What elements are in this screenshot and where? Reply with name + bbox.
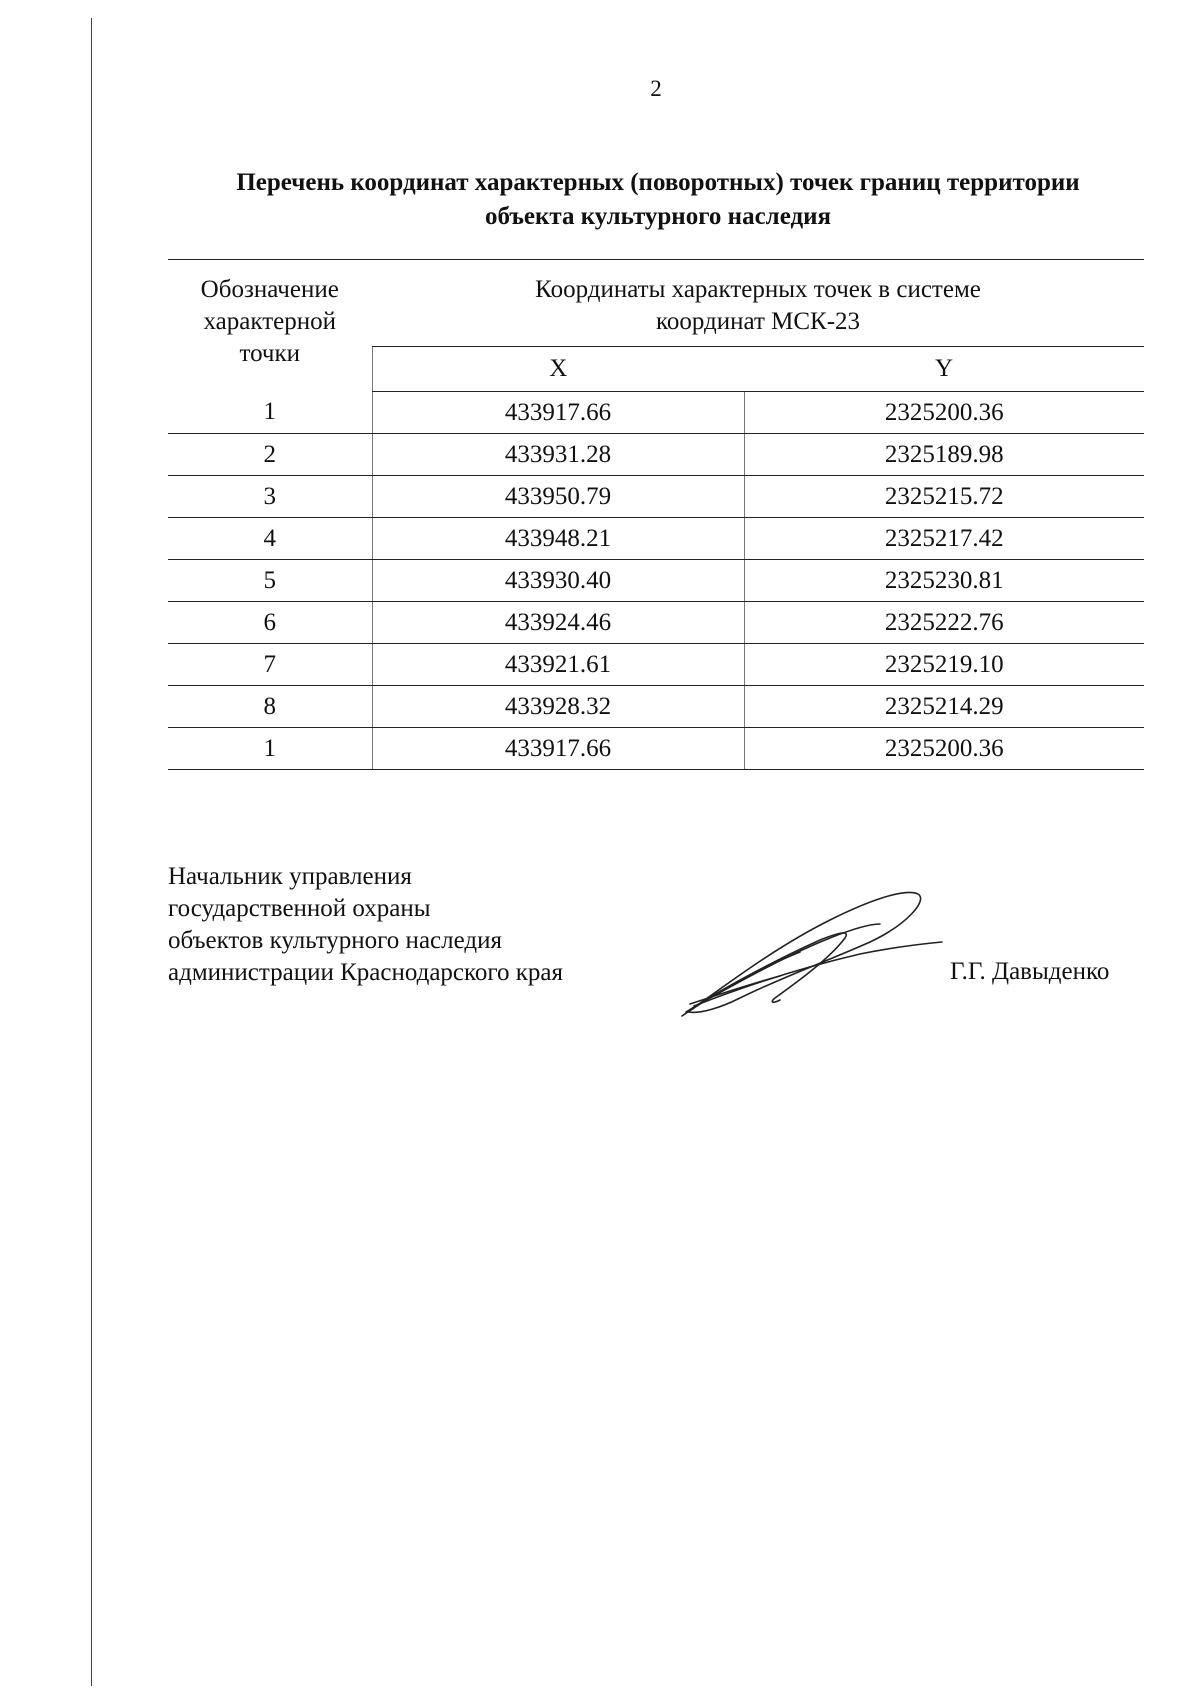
- y-coordinate-cell: 2325189.98: [744, 434, 1144, 476]
- point-cell: 1: [168, 728, 372, 770]
- point-cell: 5: [168, 560, 372, 602]
- position-line-1: Начальник управления: [168, 863, 412, 890]
- point-cell: 3: [168, 476, 372, 518]
- x-coordinate-cell: 433930.40: [372, 560, 744, 602]
- x-coordinate-cell: 433931.28: [372, 434, 744, 476]
- y-coordinate-cell: 2325200.36: [744, 728, 1144, 770]
- table-row: [168, 728, 1144, 770]
- table-row: [168, 644, 1144, 686]
- position-line-3: объектов культурного наследия: [168, 927, 502, 954]
- title-line-1: Перечень координат характерных (поворотных) точек границ территории: [236, 169, 1080, 196]
- point-header-line-2: характерной: [203, 308, 336, 335]
- position-line-2: государственной охраны: [168, 895, 431, 922]
- coordinates-table: [168, 259, 1144, 770]
- signatory-position: [168, 861, 563, 989]
- x-coordinate-cell: 433921.61: [372, 644, 744, 686]
- table-row: [168, 560, 1144, 602]
- x-coordinate-cell: 433928.32: [372, 686, 744, 728]
- y-coordinate-cell: 2325214.29: [744, 686, 1144, 728]
- point-cell: 8: [168, 686, 372, 728]
- point-cell: 6: [168, 602, 372, 644]
- x-coordinate-cell: 433950.79: [372, 476, 744, 518]
- table-body: [168, 392, 1144, 770]
- table-row: [168, 518, 1144, 560]
- table-row: [168, 476, 1144, 518]
- position-line-4: администрации Краснодарского края: [168, 959, 564, 986]
- y-coordinate-cell: 2325230.81: [744, 560, 1144, 602]
- y-column-header: Y: [744, 347, 1144, 392]
- y-coordinate-cell: 2325222.76: [744, 602, 1144, 644]
- y-coordinate-cell: 2325219.10: [744, 644, 1144, 686]
- y-coordinate-cell: 2325217.42: [744, 518, 1144, 560]
- x-coordinate-cell: 433924.46: [372, 602, 744, 644]
- y-coordinate-cell: 2325200.36: [744, 392, 1144, 434]
- table-header-row: [168, 260, 1144, 347]
- x-coordinate-cell: 433948.21: [372, 518, 744, 560]
- coordinates-system-header: [372, 260, 1144, 347]
- document-title: [172, 166, 1144, 234]
- point-cell: 2: [168, 434, 372, 476]
- x-column-header: X: [372, 347, 744, 392]
- title-line-2: объекта культурного наследия: [484, 203, 832, 230]
- page-number: 2: [650, 76, 662, 101]
- point-cell: 7: [168, 644, 372, 686]
- point-header-line-3: точки: [239, 340, 301, 367]
- table-row: [168, 392, 1144, 434]
- point-cell: 4: [168, 518, 372, 560]
- coords-header-line-2: координат МСК-23: [655, 308, 861, 335]
- point-cell: 1: [168, 392, 372, 434]
- coords-header-line-1: Координаты характерных точек в системе: [535, 276, 981, 303]
- y-coordinate-cell: 2325215.72: [744, 476, 1144, 518]
- left-margin-line: [91, 18, 92, 1686]
- point-designation-header: [168, 260, 372, 392]
- x-coordinate-cell: 433917.66: [372, 728, 744, 770]
- table-row: [168, 686, 1144, 728]
- table-row: [168, 602, 1144, 644]
- handwritten-signature: [680, 880, 960, 1018]
- x-coordinate-cell: 433917.66: [372, 392, 744, 434]
- table-row: [168, 434, 1144, 476]
- point-header-line-1: Обозначение: [200, 276, 339, 303]
- signer-name: Г.Г. Давыденко: [950, 958, 1110, 985]
